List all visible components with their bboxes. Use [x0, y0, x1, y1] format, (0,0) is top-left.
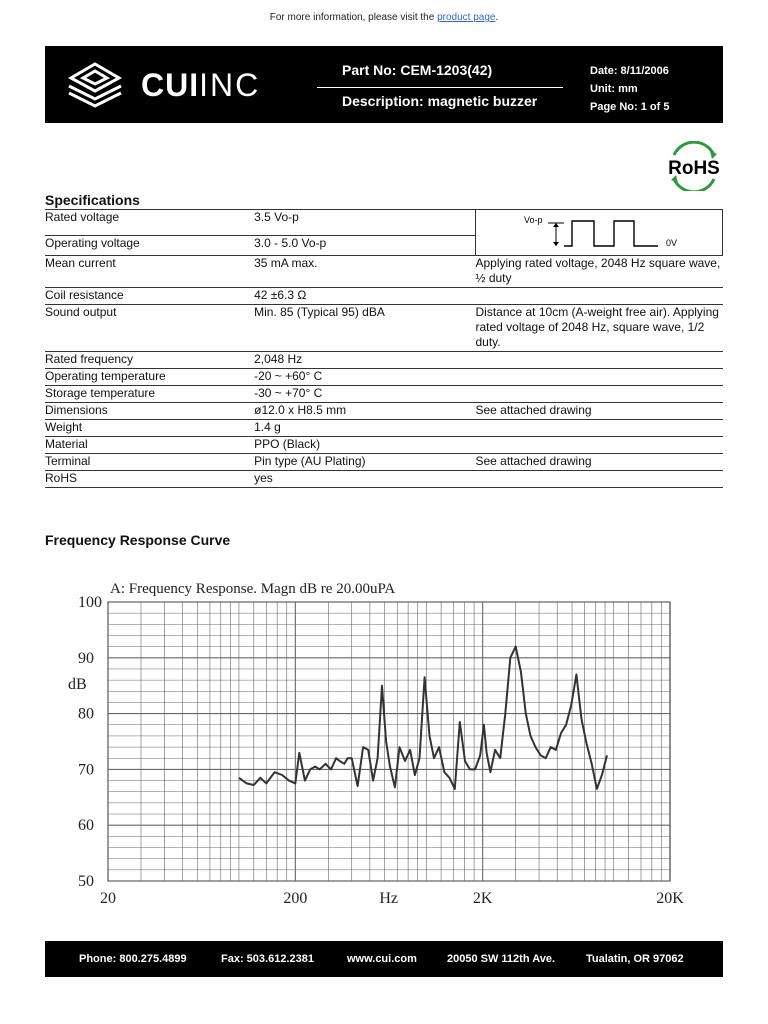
- spec-note: [475, 352, 722, 369]
- spec-row: [45, 288, 723, 305]
- spec-row: [45, 471, 723, 488]
- spec-note: [475, 386, 722, 403]
- wave-top-label: Vo-p: [523, 215, 543, 225]
- spec-value: 3.0 - 5.0 Vo-p: [254, 235, 475, 255]
- spec-param: RoHS: [45, 471, 254, 488]
- part-number: Part No: CEM-1203(42): [342, 62, 493, 78]
- frequency-response-chart: [60, 572, 700, 912]
- y-tick-label: 50: [78, 873, 94, 890]
- frequency-section-title: Frequency Response Curve: [45, 532, 231, 548]
- spec-value: 42 ±6.3 Ω: [254, 288, 475, 305]
- rohs-text: RoHS: [668, 158, 720, 179]
- y-tick-label: 90: [78, 649, 94, 667]
- spec-note: [475, 288, 722, 305]
- spec-row: [45, 305, 723, 352]
- footer-city: Tualatin, OR 97062: [586, 953, 684, 965]
- spec-row: [45, 437, 723, 454]
- spec-row: [45, 420, 723, 437]
- spec-value: -30 ~ +70° C: [254, 386, 475, 403]
- spec-param: Coil resistance: [45, 288, 254, 305]
- spec-note: See attached drawing: [475, 403, 722, 420]
- spec-param: Sound output: [45, 305, 254, 352]
- spec-note: [475, 437, 722, 454]
- spec-row: [45, 352, 723, 369]
- footer-address: 20050 SW 112th Ave.: [447, 953, 556, 965]
- spec-note: [475, 471, 722, 488]
- footer-web: www.cui.com: [347, 953, 417, 965]
- spec-note: See attached drawing: [475, 454, 722, 471]
- footer-fax: Fax: 503.612.2381: [221, 953, 314, 965]
- header-divider: [317, 87, 563, 88]
- brand-name: [141, 67, 260, 104]
- document-header: [45, 46, 723, 123]
- y-axis-label: dB: [68, 676, 87, 693]
- spec-param: Storage temperature: [45, 386, 254, 403]
- specifications-title: Specifications: [45, 192, 140, 208]
- spec-param: Material: [45, 437, 254, 454]
- wave-bottom-label: 0V: [665, 238, 677, 248]
- part-description: Description: magnetic buzzer: [342, 93, 538, 109]
- x-tick-label: 2K: [472, 890, 493, 907]
- spec-param: Weight: [45, 420, 254, 437]
- brand-light: INC: [199, 67, 261, 103]
- y-tick-label: 70: [78, 761, 94, 779]
- top-note: [0, 12, 768, 23]
- x-tick-label: 20: [100, 890, 116, 907]
- footer-phone: Phone: 800.275.4899: [79, 953, 187, 965]
- waveform-diagram: [475, 210, 722, 256]
- spec-value: Pin type (AU Plating): [254, 454, 475, 471]
- doc-date: Date: 8/11/2006: [590, 65, 669, 77]
- y-tick-label: 100: [78, 594, 102, 611]
- header-meta: [590, 62, 669, 116]
- y-tick-label: 60: [78, 817, 94, 835]
- spec-row: [45, 256, 723, 288]
- spec-param: Rated frequency: [45, 352, 254, 369]
- spec-param: Operating temperature: [45, 369, 254, 386]
- spec-note: [475, 420, 722, 437]
- product-page-link[interactable]: product page: [437, 12, 496, 23]
- spec-param: Mean current: [45, 256, 254, 288]
- spec-param: Rated voltage: [45, 210, 254, 236]
- cui-logo-icon: [65, 60, 125, 110]
- spec-row: [45, 403, 723, 420]
- doc-page-no: Page No: 1 of 5: [590, 101, 670, 113]
- x-tick-label: 20K: [656, 890, 684, 907]
- rohs-badge-icon: [666, 141, 722, 191]
- x-axis-label: Hz: [379, 890, 399, 907]
- spec-param: Operating voltage: [45, 235, 254, 255]
- x-tick-label: 200: [283, 890, 308, 907]
- spec-param: Terminal: [45, 454, 254, 471]
- response-series-line: [239, 647, 607, 789]
- spec-row: [45, 386, 723, 403]
- top-note-text: For more information, please visit the: [269, 12, 438, 23]
- spec-value: Min. 85 (Typical 95) dBA: [254, 305, 475, 352]
- chart-title: A: Frequency Response. Magn dB re 20.00uPA: [110, 581, 396, 597]
- spec-value: 1.4 g: [254, 420, 475, 437]
- spec-value: yes: [254, 471, 475, 488]
- spec-note: [475, 369, 722, 386]
- spec-value: 35 mA max.: [254, 256, 475, 288]
- document-footer: [45, 941, 723, 977]
- spec-value: 2,048 Hz: [254, 352, 475, 369]
- brand-bold: CUI: [141, 67, 200, 103]
- doc-unit: Unit: mm: [590, 83, 638, 95]
- y-tick-label: 80: [78, 705, 94, 723]
- spec-row: [45, 210, 723, 236]
- spec-row: [45, 369, 723, 386]
- spec-value: PPO (Black): [254, 437, 475, 454]
- square-wave-icon: [476, 210, 722, 250]
- spec-value: -20 ~ +60° C: [254, 369, 475, 386]
- spec-note: Distance at 10cm (A-weight free air). Applying rated voltage of 2048 Hz, square wave, 1/2 duty.: [475, 305, 722, 352]
- top-note-suffix: .: [495, 12, 499, 23]
- spec-param: Dimensions: [45, 403, 254, 420]
- spec-value: 3.5 Vo-p: [254, 210, 475, 236]
- spec-note: Applying rated voltage, 2048 Hz square wave, ½ duty: [475, 256, 722, 288]
- spec-value: ø12.0 x H8.5 mm: [254, 403, 475, 420]
- specifications-table: [45, 209, 723, 488]
- spec-row: [45, 454, 723, 471]
